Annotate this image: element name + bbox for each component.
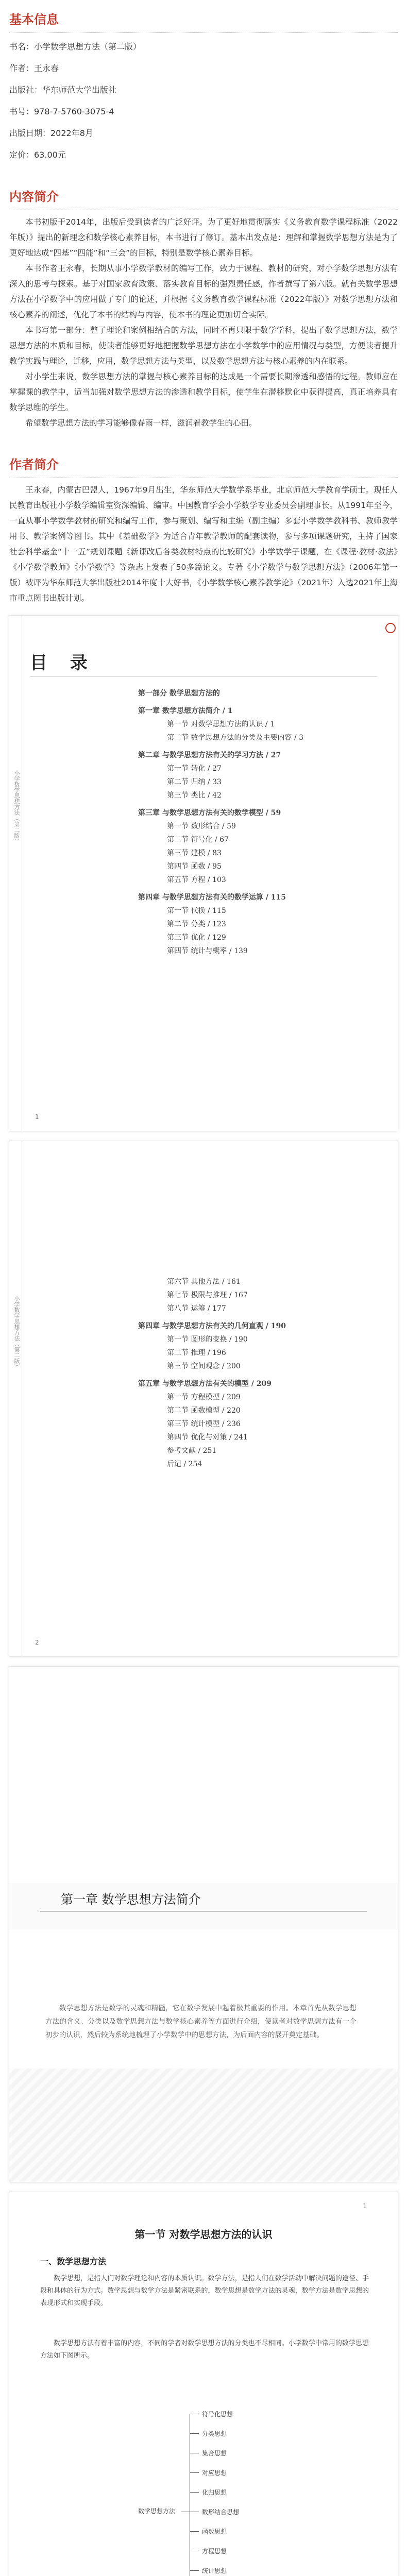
toc-item: 第二章 与数学思想方法有关的学习方法 / 27 (138, 751, 281, 759)
intro-paragraph: 本书初版于2014年，出版后受到读者的广泛好评。为了更好地贯彻落实《义务教育数学课程标准（2022年版）》提出的新理念和数学核心素养目标，本书进行了修订。基本出发点是：理解和掌握数学思想方法是为了更好地达成“四基”“四能”和“三会”的目标，特别是数学核心素养目标。 (9, 217, 398, 258)
side-decoration (9, 1141, 22, 1656)
methods-diagram (138, 2409, 272, 2576)
toc-item: 第三节 统计模型 / 236 (167, 1420, 241, 1428)
info-row: 书名：小学数学思想方法（第二版） (9, 42, 142, 52)
intro-section (0, 177, 407, 431)
diagram-node: 分类思想 (202, 2430, 227, 2437)
toc-item: 第一章 数学思想方法简介 / 1 (138, 707, 233, 715)
diagram-branch (190, 2570, 199, 2571)
toc-item: 第一节 数形结合 / 59 (167, 822, 236, 831)
toc-item: 第二节 符号化 / 67 (167, 836, 229, 844)
side-decoration (9, 616, 22, 1131)
toc-item: 第三节 空间观念 / 200 (167, 1362, 241, 1370)
toc-item: 第二节 分类 / 123 (167, 920, 226, 928)
diagram-node: 化归思想 (202, 2489, 227, 2496)
toc-item: 第三节 建模 / 83 (167, 849, 222, 857)
intro-paragraph: 对小学生来说，数学思想方法的掌握与核心素养目标的达成是一个需要长期渗透和感悟的过程。教师应在掌握课的教学中，适当加强对数学思想方法的渗透和教学目标，使学生在潜移默化中获得提高，真正培养具有数学思维的学生。 (9, 372, 398, 412)
toc-item: 第一部分 数学思想方法的 (138, 689, 220, 698)
author-section (0, 445, 407, 606)
intro-title: 内容简介 (9, 177, 398, 210)
diagram-branch (190, 2472, 199, 2473)
diagram-root: 数学思想方法 (138, 2507, 176, 2515)
toc-item: 第六节 其他方法 / 161 (167, 1278, 241, 1286)
toc-item: 第三节 优化 / 129 (167, 934, 226, 942)
toc-list (138, 683, 354, 958)
author-paragraph: 王永春，内蒙古巴盟人，1967年9月出生，华东师范大学数学系毕业，北京师范大学教育学硕士。现任人民教育出版社小学数学编辑室资深编辑、编审。中国教育学会小学数学专业委员会副理事长。从1991年至今，一直从事小学数学教材的研究和编写工作，参与策划、编写和主编（副主编）多套小学数学教科书、教师教学用书、教学案例等图书。其中《基础数学》为适合青年教学教师的配套读物，参与多项课题研究，主持了国家社会科学基金“十一五”规划课题《新课改后各类教材特点的比较研究》小学数学子课题，在《课程·教材·教法》《小学数学教师》《小学数学》等杂志上发表了50多篇论文。专著《小学数学与数学思想方法》（2006年第一版）被评为华东师范大学出版社2014年度十大好书，《小学数学核心素养教学论》（2021年）入选2021年上海市重点图书出版计划。 (9, 485, 398, 603)
author-title: 作者简介 (9, 445, 398, 478)
info-row: 作者：王永春 (9, 63, 59, 73)
section-heading: 一、数学思想方法 (40, 2257, 107, 2266)
toc-item: 第一节 代换 / 115 (167, 907, 226, 915)
toc-item: 第二节 函数模型 / 220 (167, 1406, 241, 1415)
side-text: 小学数学思想方法（第二版） (13, 770, 20, 844)
toc-list (138, 1275, 354, 1471)
toc-item: 第二节 归纳 / 33 (167, 778, 222, 786)
chapter-pattern (9, 2069, 398, 2182)
toc-page-image (9, 615, 398, 1131)
page-number: 1 (363, 2202, 367, 2210)
diagram-node: 符号化思想 (202, 2411, 233, 2418)
basic-info-section (0, 0, 407, 163)
diagram-branch (190, 2531, 199, 2532)
page-paragraph: 数学思想，是指人们对数学理论和内容的本质认识。数学方法，是指人们在数学活动中解决问题的途径、手段和具体的行为方式。数学思想与数学方法是紧密联系的，数学思想是数学方法的灵魂，数学方法是数学思想的表现形式和实现手段。 (40, 2275, 369, 2307)
toc-heading: 目 录 (30, 653, 96, 673)
diagram-node: 对应思想 (202, 2469, 227, 2477)
info-row: 出版社：华东师范大学出版社 (9, 85, 117, 95)
toc-item: 第五章 与数学思想方法有关的模型 / 209 (138, 1380, 272, 1388)
chapter-page-image (9, 1666, 398, 2182)
toc-divider (30, 676, 377, 677)
toc-item: 第二节 数学思想方法的分类及主要内容 / 3 (167, 734, 303, 742)
page-number: 1 (35, 1113, 39, 1121)
section-title: 第一节 对数学思想方法的认识 (134, 2228, 273, 2241)
basic-info-title: 基本信息 (9, 0, 398, 33)
page-paragraph: 数学思想方法有着丰富的内容，不同的学者对数学思想方法的分类也不尽相同。小学数学中常用的数学思想方法如下图所示。 (40, 2340, 369, 2360)
intro-paragraph: 本书写第一部分：整了理论和案例相结合的方法，同时不再只限于数学学科，提出了数学思想方法，数学思想方法的本质和目标，使读者能够更好地把握数学思想方法在小学数学中的应用情况与类型，方便读者提升教学实践与理论，迁移，应用，数学思想方法与类型，以及数学思想方法与核心素养的内在联系。 (9, 326, 398, 366)
info-row: 书号：978-7-5760-3075-4 (9, 107, 114, 116)
toc-item: 第四节 函数 / 95 (167, 862, 222, 871)
chapter-intro: 数学思想方法是数学的灵魂和精髓，它在数学发展中起着极其重要的作用。本章首先从数学思想方法的含义、分类以及数学思想方法与数学核心素养等方面进行介绍，使读者对数学思想方法有一个初步的认识，然后较为系统地梳理了小学数学中的思想方法，为后面内容的展开奠定基础。 (45, 2004, 357, 2039)
emblem-icon (385, 623, 396, 633)
toc-item: 参考文献 / 251 (167, 1447, 217, 1455)
diagram-node: 数形结合思想 (202, 2509, 240, 2516)
toc-item: 第一节 对数学思想方法的认识 / 1 (167, 720, 275, 728)
diagram-branch (190, 2492, 199, 2493)
chapter-title: 第一章 数学思想方法简介 (61, 1892, 201, 1907)
toc-item: 第四章 与数学思想方法有关的数学运算 / 115 (138, 893, 286, 902)
side-text: 小学数学思想方法（第二版） (13, 1296, 20, 1369)
toc-item: 第八节 运筹 / 177 (167, 1304, 226, 1313)
toc-item: 第四章 与数学思想方法有关的几何直观 / 190 (138, 1322, 286, 1330)
diagram-node: 统计思想 (202, 2567, 227, 2574)
toc-item: 第三章 与数学思想方法有关的数学模型 / 59 (138, 809, 281, 817)
toc-item: 第七节 极限与推理 / 167 (167, 1291, 248, 1299)
intro-paragraph: 希望数学思想方法的学习能够像春雨一样，滋润着教学生的心田。 (25, 418, 257, 428)
toc-item: 第五节 方程 / 103 (167, 876, 226, 884)
diagram-node: 集合思想 (202, 2450, 227, 2457)
diagram-branch (190, 2433, 199, 2434)
diagram-node: 方程思想 (202, 2548, 227, 2555)
diagram-node: 函数思想 (202, 2528, 227, 2535)
page-number: 2 (35, 1639, 39, 1646)
toc-item: 第四节 统计与概率 / 139 (167, 947, 248, 955)
toc-item: 第四节 优化与对策 / 241 (167, 1433, 248, 1442)
content-page-image (9, 2192, 398, 2576)
toc-item: 第一节 图形的变换 / 190 (167, 1335, 248, 1344)
toc-item: 第二节 推理 / 196 (167, 1349, 226, 1357)
toc-item: 后记 / 254 (167, 1460, 202, 1468)
toc-item: 第一节 转化 / 27 (167, 765, 222, 773)
info-row: 出版日期：2022年8月 (9, 128, 93, 138)
info-row: 定价：63.00元 (9, 150, 66, 160)
toc-item: 第三节 类比 / 42 (167, 791, 222, 800)
intro-paragraph: 本书作者王永春，长期从事小学数学教材的编写工作，致力于课程、教材的研究，对小学数学思想方法有深入的思考与探索。基于对国家教育政策、落实教育目标的强烈责任感，作者撰写了第六版。就有关数学思想方法在小学数学中的应用做了专门的论述，并根据《义务教育数学课程标准（2022年版）》对数学思想方法和核心素养的阐述，优化了本书的结构与内容，使本书的理论更加切合实际。 (9, 264, 398, 319)
toc-item: 第一节 方程模型 / 209 (167, 1393, 241, 1401)
toc-page-2-image (9, 1141, 398, 1657)
